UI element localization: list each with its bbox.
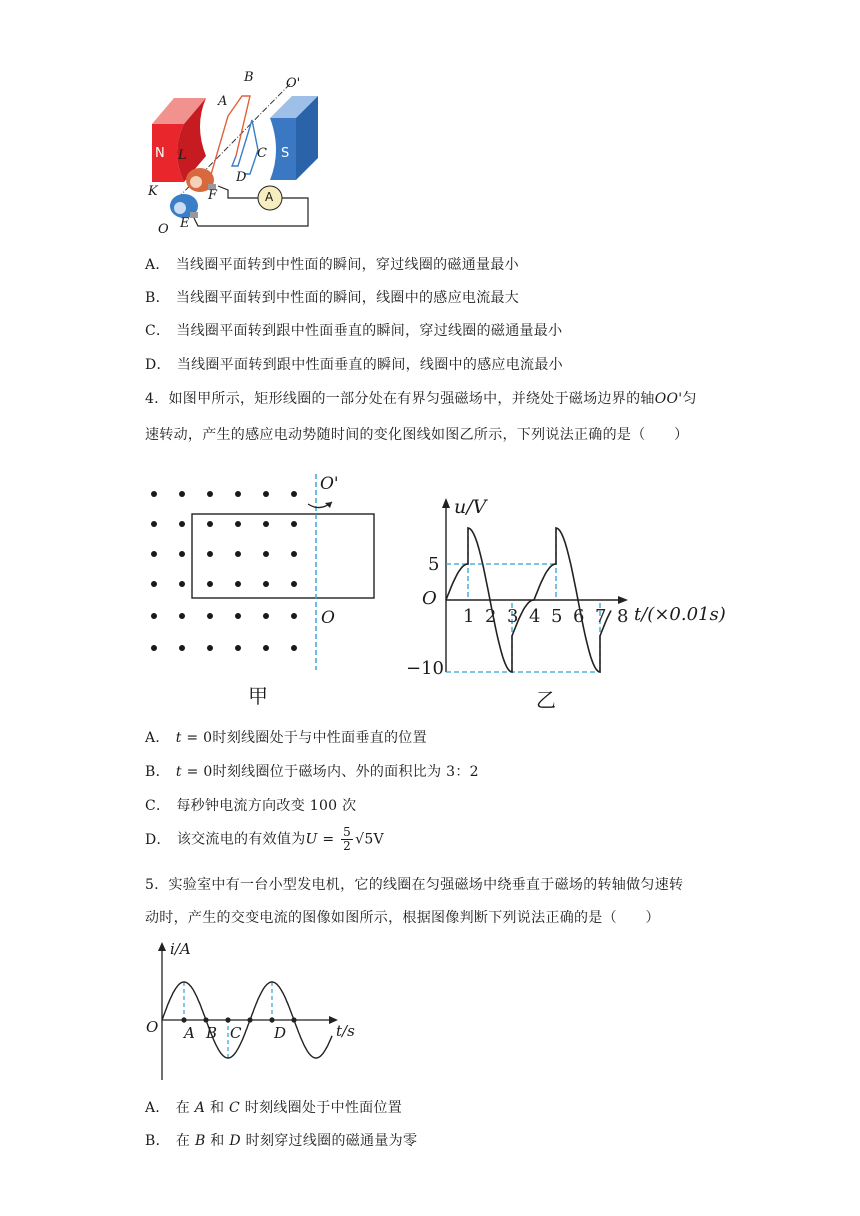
x-tick-label: 4 [529,606,541,627]
brush-e [190,212,198,218]
field-dot [207,613,213,619]
unit: V [373,831,384,848]
label-s: S [281,146,290,161]
q5-point [225,1017,230,1022]
label-a: A [218,94,228,109]
q5-stem-text: 动时，产生的交变电流的图像如图所示，根据图像判断下列说法正确的是（ ） [145,910,660,926]
option-label: A． [145,1100,170,1116]
field-dot [291,491,297,497]
y-axis-label: u/V [454,496,487,518]
option-text: 时刻线圈处于与中性面垂直的位置 [212,730,427,746]
label-o-bottom: O [321,608,335,628]
rectangular-coil [192,514,374,598]
var-a: A [194,1100,206,1116]
field-dot [179,551,185,557]
x-tick-label: 5 [551,606,563,627]
q5-figure-svg [140,938,380,1084]
coil-wire-blue [232,120,258,174]
label-o-prime: O' [286,76,301,91]
field-dot [263,491,269,497]
q5-point [291,1017,296,1022]
option-text: 时刻线圈位于磁场内、外的面积比为 3：2 [212,764,479,780]
q4-stem-text: 速转动，产生的感应电动势随时间的变化图线如图乙所示，下列说法正确的是（ ） [145,427,689,443]
q4-option-a [145,727,427,747]
label-k: K [148,184,158,199]
q4-option-d [145,826,384,853]
coil-wire-orange [210,96,250,178]
equation: = 0 [181,730,213,746]
x-tick-labels [463,606,628,627]
field-dot [235,613,241,619]
field-dot [179,521,185,527]
q3-option-d [145,354,563,374]
q5-option-a: A． 在 A 和 C 时刻线圈处于中性面位置 [145,1100,403,1116]
q5-point-a: A [184,1024,195,1042]
field-dot [151,491,157,497]
y-tick-neg10: −10 [406,658,444,679]
option-text: 当线圈平面转到跟中性面垂直的瞬间，线圈中的感应电流最小 [176,357,563,373]
option-label: A． [145,257,170,273]
label-o-prime-top: O' [320,474,339,494]
label-f: F [208,188,218,203]
q4-stem-text: 4．如图甲所示，矩形线圈的一部分处在有界匀强磁场中，并绕处于磁场边界的轴 [145,391,655,407]
field-dot [151,613,157,619]
option-text: 当线圈平面转到中性面的瞬间，穿过线圈的磁通量最小 [175,257,519,273]
field-dot [263,581,269,587]
sqrt: √5 [355,831,374,848]
q5-y-label: i/A [170,940,191,958]
option-label: D． [145,357,171,373]
var-u: U [305,831,318,848]
label-n: N [155,146,165,161]
x-tick-label: 8 [617,606,629,627]
field-dot [263,521,269,527]
field-dot [291,645,297,651]
option-label: C． [145,323,171,339]
field-dot [291,581,297,587]
field-dot [179,645,185,651]
equation: = 0 [181,764,213,780]
q3-option-c [145,320,562,340]
field-dot [207,581,213,587]
field-dot [151,551,157,557]
label-o: O [158,222,169,237]
magnetic-field-dots [151,491,297,651]
axis-symbol: OO' [654,391,683,407]
var-t: t [175,764,182,780]
x-tick-label: 2 [485,606,497,627]
field-dot [179,581,185,587]
generator-svg [140,66,330,242]
figure-jia-svg [140,470,390,670]
q5-point-c: C [230,1024,242,1042]
field-dot [263,551,269,557]
q5-point-b: B [206,1024,218,1042]
label-b: B [244,70,254,85]
field-dot [151,581,157,587]
q4-stem-line2 [145,424,688,444]
q5-point [247,1017,252,1022]
chart-svg [400,490,730,680]
x-tick-label: 6 [573,606,585,627]
field-dot [235,645,241,651]
field-dot [207,551,213,557]
label-d: D [236,170,247,185]
field-dot [179,491,185,497]
field-dot [207,645,213,651]
field-dot [151,645,157,651]
x-tick-label: 3 [507,606,519,627]
label-l: L [178,148,187,163]
option-text: 该交流电的有效值为 [176,831,306,848]
q5-point-d: D [274,1024,287,1042]
figure-yi [400,490,730,714]
q5-stem-text: 5．实验室中有一台小型发电机，它的线圈在匀强磁场中绕垂直于磁场的转轴做匀速转 [145,877,684,893]
option-label: C． [145,798,171,814]
field-dot [291,521,297,527]
equation: = [317,831,340,848]
y-tick-5: 5 [428,554,440,575]
q5-figure [140,938,380,1084]
field-dot [263,645,269,651]
field-dot [235,581,241,587]
south-magnet [270,96,318,180]
field-dot [291,551,297,557]
q4-stem-text-end: 匀 [682,391,697,407]
field-dot [263,613,269,619]
origin-label: O [422,588,437,609]
field-dot [151,521,157,527]
q5-point [181,1017,186,1022]
field-dot [235,521,241,527]
option-text: 每秒钟电流方向改变 100 次 [176,798,357,814]
q4-stem-line1 [145,388,697,408]
q3-option-b [145,287,519,307]
caption-yi: 乙 [536,688,556,712]
q3-option-a [145,254,519,274]
option-text: 时刻线圈处于中性面位置 [240,1100,403,1116]
var-t: t [175,730,182,746]
field-dot [207,521,213,527]
field-dot [207,491,213,497]
var-c: C [229,1100,241,1116]
option-label: B． [145,1133,170,1149]
field-dot [235,551,241,557]
caption-jia: 甲 [248,684,268,708]
field-dot [291,613,297,619]
option-label: B． [145,764,170,780]
x-tick-label: 1 [463,606,475,627]
field-dot [179,613,185,619]
ammeter-text: A [265,190,274,204]
option-label: B． [145,290,170,306]
label-c: C [257,146,267,161]
q5-x-label: t/s [336,1022,355,1040]
q5-stem-line1 [145,874,683,894]
var-d: D [229,1133,241,1149]
q4-option-c [145,795,356,815]
field-dot [235,491,241,497]
q5-point [269,1017,274,1022]
q4-option-b [145,761,479,781]
option-text: 当线圈平面转到中性面的瞬间，线圈中的感应电流最大 [175,290,520,306]
q5-stem-line2 [145,907,660,927]
var-b: B [194,1133,206,1149]
generator-figure [140,66,330,242]
label-e: E [180,216,190,231]
x-tick-label: 7 [595,606,607,627]
q5-option-b: B． 在 B 和 D 时刻穿过线圈的磁通量为零 [145,1133,418,1149]
option-label: D． [145,831,171,848]
q5-point [203,1017,208,1022]
figure-jia [140,470,390,710]
x-axis-label: t/(×0.01s) [634,604,726,625]
fraction: $\frac{5}{2}$ [343,825,352,853]
option-label: A． [145,730,170,746]
option-text: 时刻穿过线圈的磁通量为零 [240,1133,418,1149]
option-text: 当线圈平面转到跟中性面垂直的瞬间，穿过线圈的磁通量最小 [176,323,563,339]
q5-origin: O [146,1018,159,1036]
